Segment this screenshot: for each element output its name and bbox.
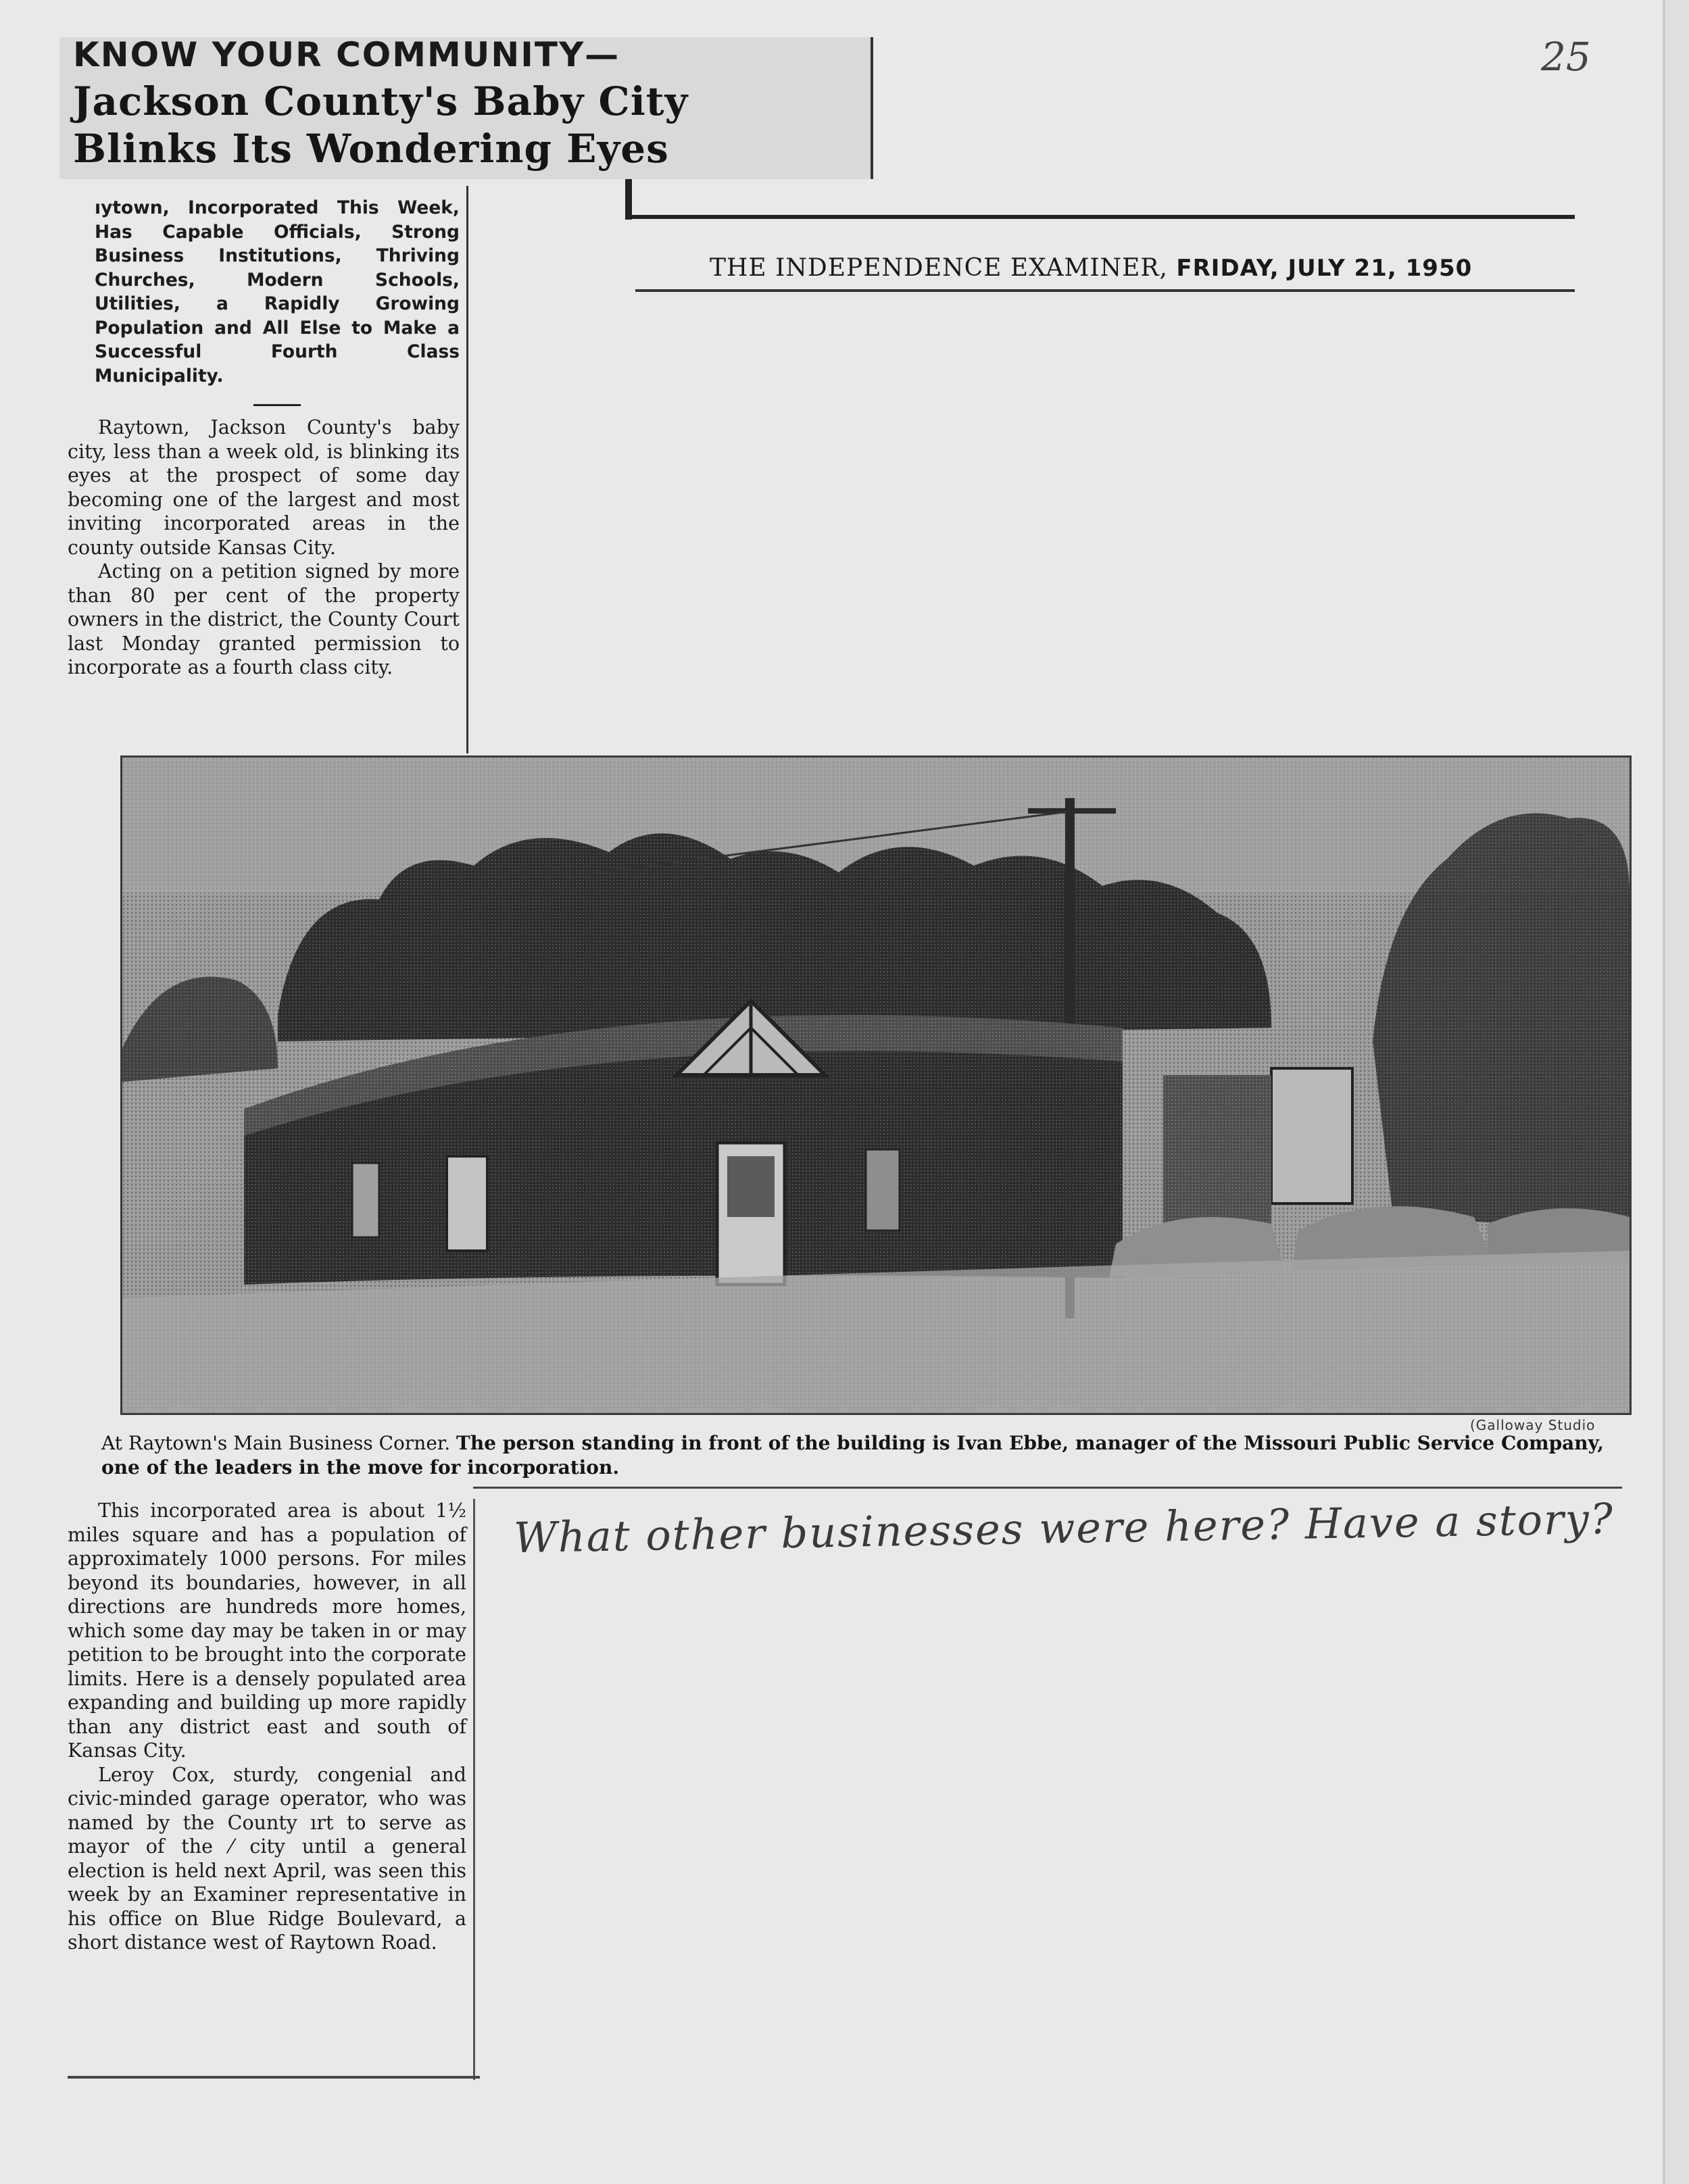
headline bbox=[73, 78, 688, 172]
headline-line-2: Blinks Its Wondering Eyes bbox=[73, 126, 669, 172]
headline-line-1: Jackson County's Baby City bbox=[73, 78, 689, 124]
article-column-1 bbox=[68, 416, 460, 680]
masthead-paper: THE INDEPENDENCE EXAMINER, bbox=[710, 254, 1168, 282]
photo-credit: (Galloway Studio bbox=[1470, 1417, 1596, 1433]
page-number: 25 bbox=[1541, 34, 1591, 80]
caption-lead: At Raytown's Main Business Corner. bbox=[101, 1432, 451, 1454]
headline-kicker: KNOW YOUR COMMUNITY— bbox=[73, 35, 620, 74]
handwritten-note: What other businesses were here? Have a story? bbox=[513, 1493, 1615, 1563]
caption-body: The person standing in front of the building is Ivan Ebbe, manager of the Missouri Public Service Company, one of the leaders in the move for incorporation. bbox=[101, 1432, 1604, 1479]
column-bottom-rule bbox=[68, 2076, 480, 2079]
photo-building-scene bbox=[122, 758, 1630, 1413]
masthead-notch bbox=[625, 179, 632, 220]
masthead-rule-bottom bbox=[635, 289, 1575, 292]
caption-rule bbox=[473, 1487, 1622, 1489]
photo-caption bbox=[101, 1431, 1629, 1480]
masthead-rule-top bbox=[629, 215, 1575, 219]
deck-divider bbox=[253, 404, 301, 406]
column-rule bbox=[473, 1499, 475, 2080]
article-paragraph: This incorporated area is about 1½ miles square and has a population of approximately 1000 persons. For miles beyond its boundaries, however, in all directions are hundreds more homes, which some day may be taken in or may petition to be brought into the corporate limits. Here is a densely populated area expanding and building up more rapidly than any district east and south of Kansas City. bbox=[68, 1499, 466, 1762]
column-rule bbox=[466, 186, 468, 753]
article-paragraph: Raytown, Jackson County's baby city, less than a week old, is blinking its eyes at the prospect of some day becoming one of the largest and most inviting incorporated areas in the county outside Kansas City. bbox=[68, 416, 460, 559]
masthead bbox=[710, 254, 1472, 282]
masthead-date: FRIDAY, JULY 21, 1950 bbox=[1176, 255, 1473, 282]
news-photo bbox=[120, 755, 1632, 1415]
article-paragraph: Acting on a petition signed by more than 80 per cent of the property owners in the district, the County Court last Monday granted permission to incorporate as a fourth class city. bbox=[68, 560, 460, 678]
article-column-2 bbox=[68, 1499, 466, 1955]
article-paragraph: Leroy Cox, sturdy, congenial and civic-minded garage operator, who was named by the County ırt to serve as mayor of the ⁄ city until a general election is held next April, was seen this week by an Examiner representative in his office on Blue Ridge Boulevard, a short distance west of Raytown Road. bbox=[68, 1763, 466, 1954]
subheadline-deck: ıytown, Incorporated This Week, Has Capable Officials, Strong Business Institutions, Thriving Churches, Modern Schools, Utilities, a Rapidly Growing Population and All Else to Make a Successful Fourth Class Municipality. bbox=[95, 197, 460, 387]
